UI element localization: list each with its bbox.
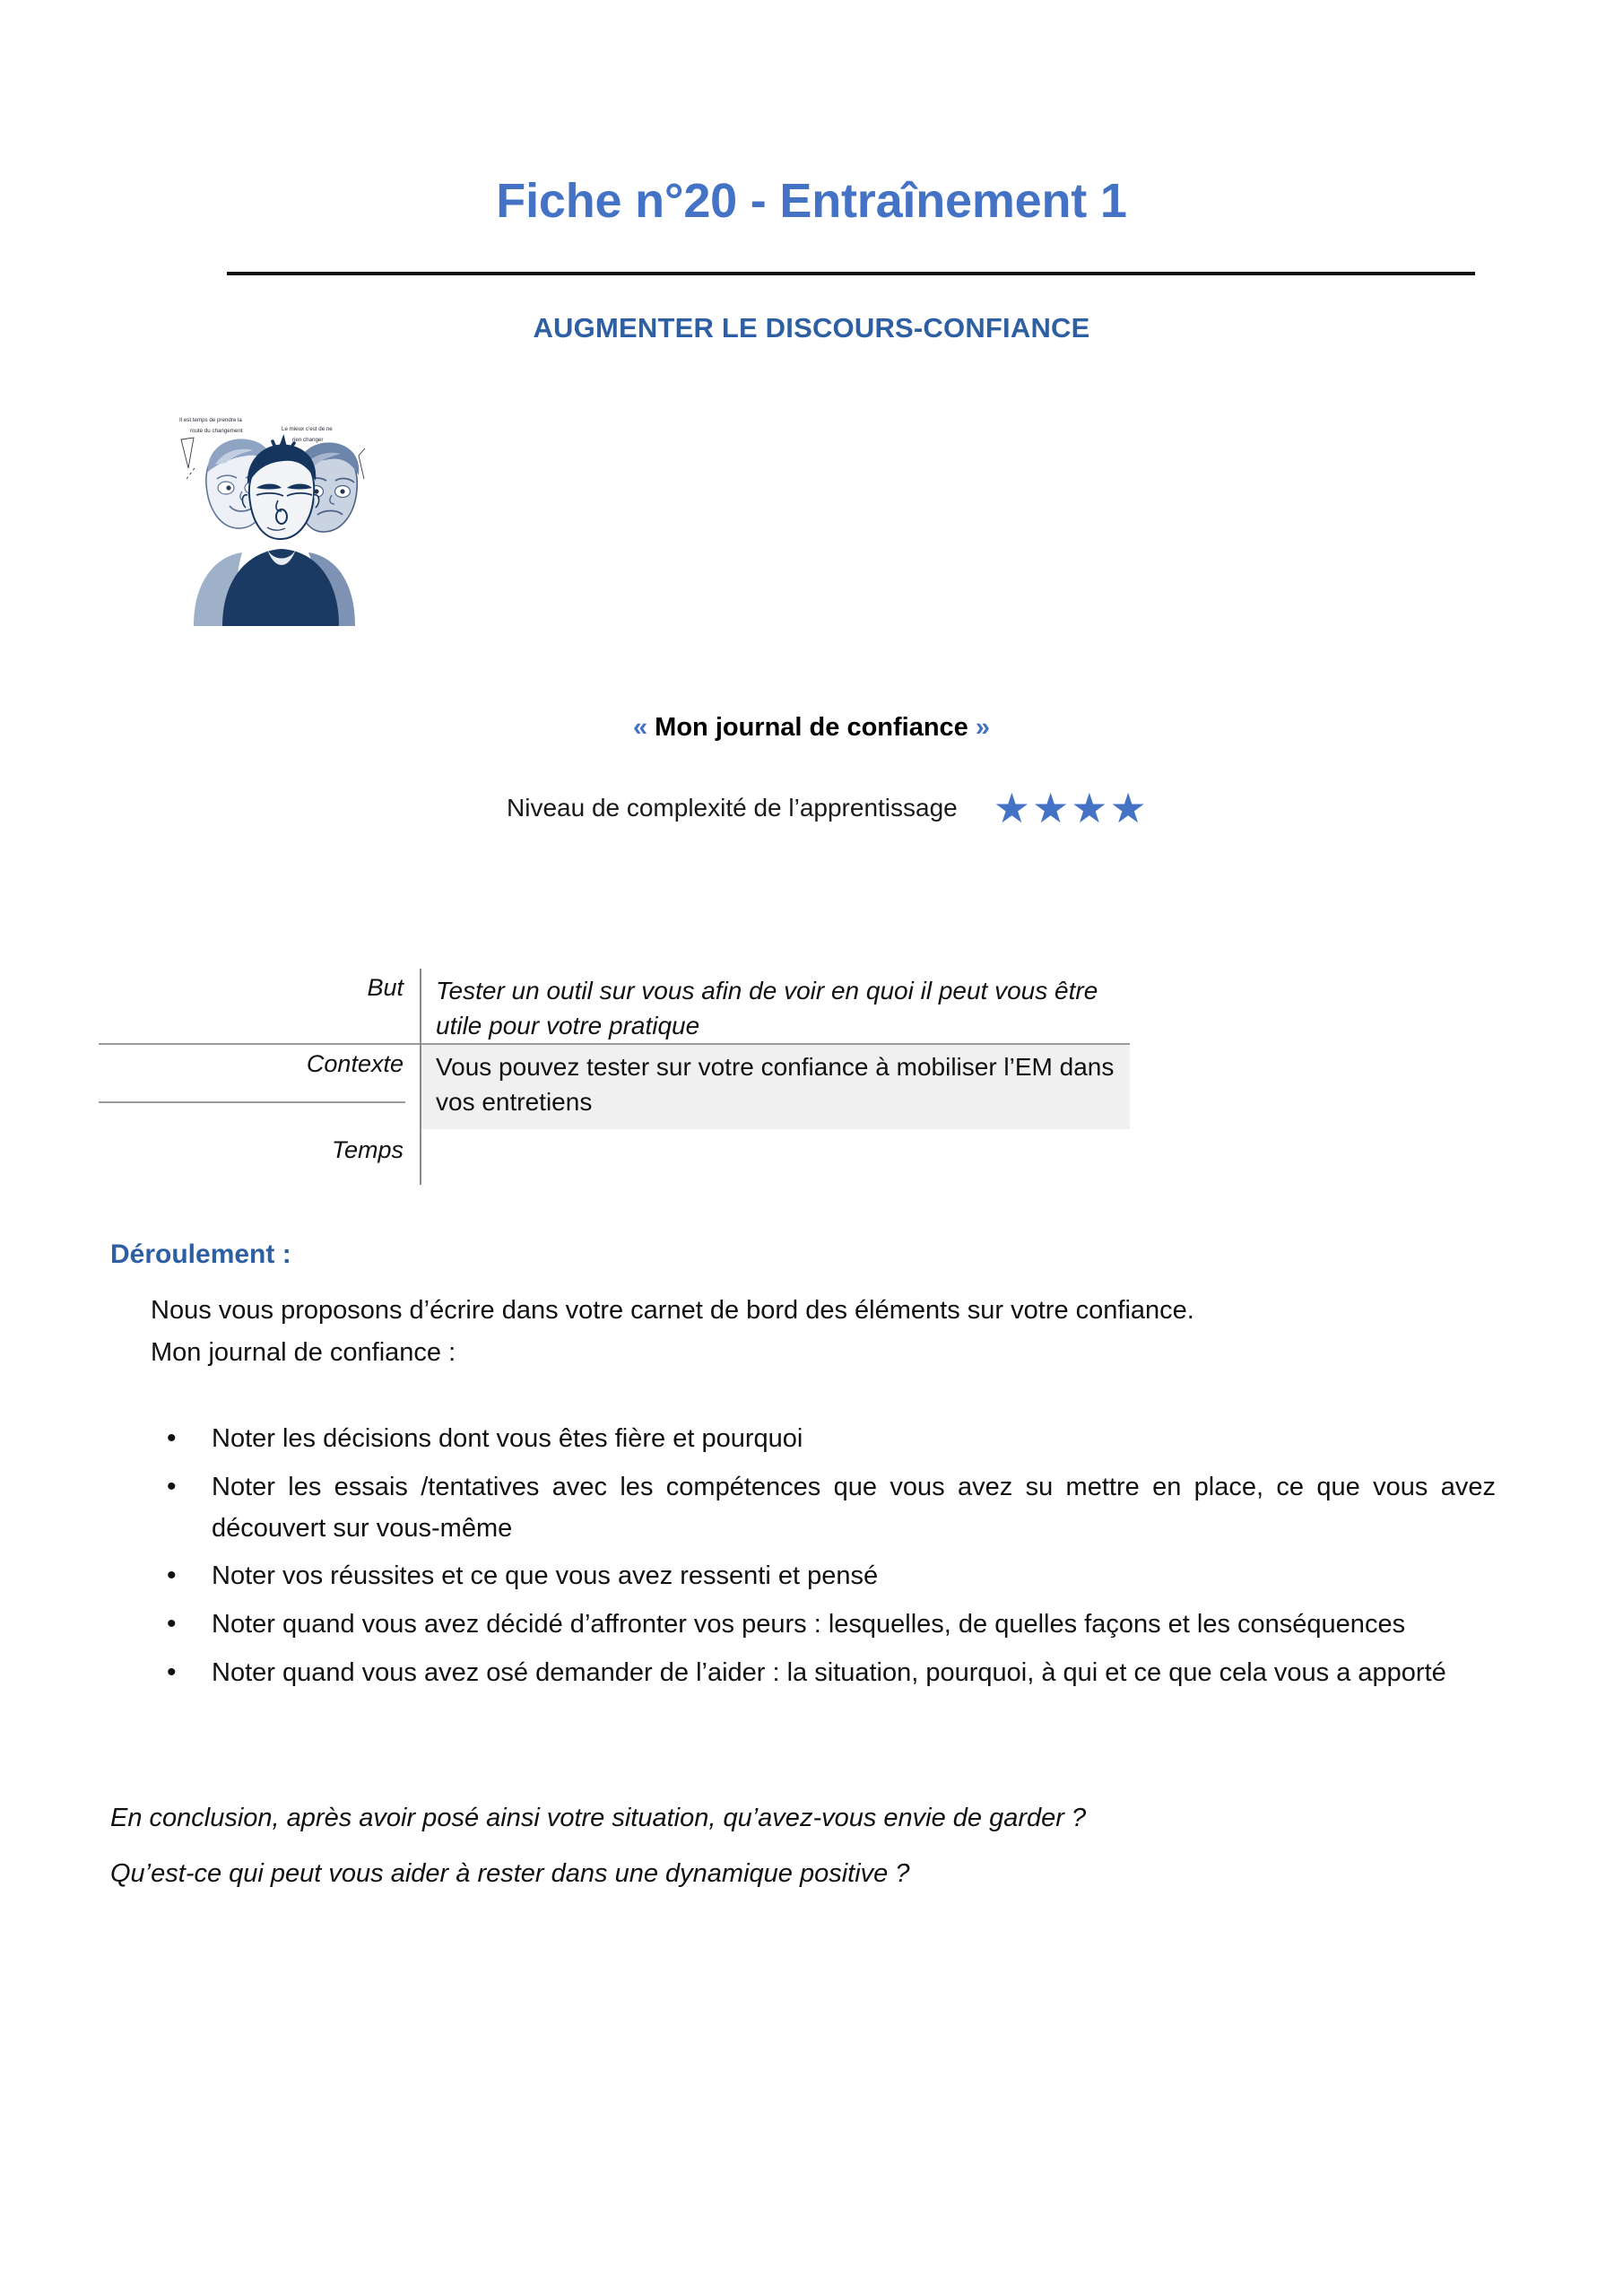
table-row (99, 1044, 1130, 1128)
table-left-rule (99, 1101, 405, 1103)
conclusion-line-1: En conclusion, après avoir posé ainsi votre situation, qu’avez-vous envie de garder ? (110, 1804, 1087, 1832)
list-item: • Noter les décisions dont vous êtes fière et pourquoi (151, 1419, 1496, 1460)
list-item: • Noter les essais /tentatives avec les compétences que vous avez su mettre en place, ce que vous avez découvert sur vous-même (151, 1467, 1496, 1550)
page-title: Fiche n°20 - Entraînement 1 (496, 174, 1127, 228)
svg-text:Le mieux c’est de ne: Le mieux c’est de ne (282, 426, 333, 432)
list-item: • Noter quand vous avez décidé d’affronter vos peurs : lesquelles, de quelles façons et les conséquences (151, 1605, 1496, 1646)
page-subtitle: AUGMENTER LE DISCOURS-CONFIANCE (533, 312, 1090, 344)
title-divider (227, 272, 1475, 275)
table-label-contexte: Contexte (99, 1044, 421, 1128)
table-row (99, 1129, 1130, 1185)
close-guillemet-icon: » (975, 713, 991, 742)
table-label-but: But (367, 974, 404, 1001)
star-icon: ★ (1071, 785, 1108, 831)
info-table-wrapper (99, 969, 1130, 1185)
table-label-temps: Temps (331, 1135, 404, 1163)
section-heading-deroulement: Déroulement : (110, 1239, 291, 1269)
journal-title (0, 713, 1623, 743)
list-item: • Noter vos réussites et ce que vous avez ressenti et pensé (151, 1556, 1496, 1597)
info-table (99, 969, 1130, 1185)
svg-text:rien changer: rien changer (292, 437, 324, 443)
deroulement-intro (151, 1290, 1478, 1374)
svg-text:route du changement: route du changement (190, 428, 243, 434)
table-row (99, 969, 1130, 1044)
star-icon: ★ (1109, 785, 1147, 831)
table-value-but: Tester un outil sur vous afin de voir en quoi il peut vous être utile pour votre pratique (421, 969, 1130, 1044)
journal-title-text: Mon journal de confiance (655, 713, 968, 742)
open-guillemet-icon: « (632, 713, 648, 742)
complexity-star-rating (994, 787, 1147, 829)
complexity-level-label: Niveau de complexité de l’apprentissage (507, 794, 958, 822)
star-icon: ★ (1032, 785, 1070, 831)
table-value-contexte: Vous pouvez tester sur votre confiance à mobiliser l’EM dans vos entretiens (421, 1044, 1130, 1128)
list-item: • Noter quand vous avez osé demander de l’aider : la situation, pourquoi, à qui et ce que cela vous a apporté (151, 1653, 1496, 1694)
table-value-temps (421, 1129, 1130, 1185)
star-icon: ★ (993, 785, 1030, 831)
intro-line-1: Nous vous proposons d’écrire dans votre carnet de bord des éléments sur votre confiance. (151, 1296, 1194, 1325)
deroulement-bullet-list (151, 1419, 1496, 1701)
complexity-level-row (507, 787, 1251, 829)
conclusion-line-2: Qu’est-ce qui peut vous aider à rester dans une dynamique positive ? (110, 1859, 910, 1888)
three-faces-illustration (167, 402, 382, 626)
intro-line-2: Mon journal de confiance : (151, 1337, 456, 1367)
svg-text:Il est temps de prendre la: Il est temps de prendre la (179, 417, 242, 423)
